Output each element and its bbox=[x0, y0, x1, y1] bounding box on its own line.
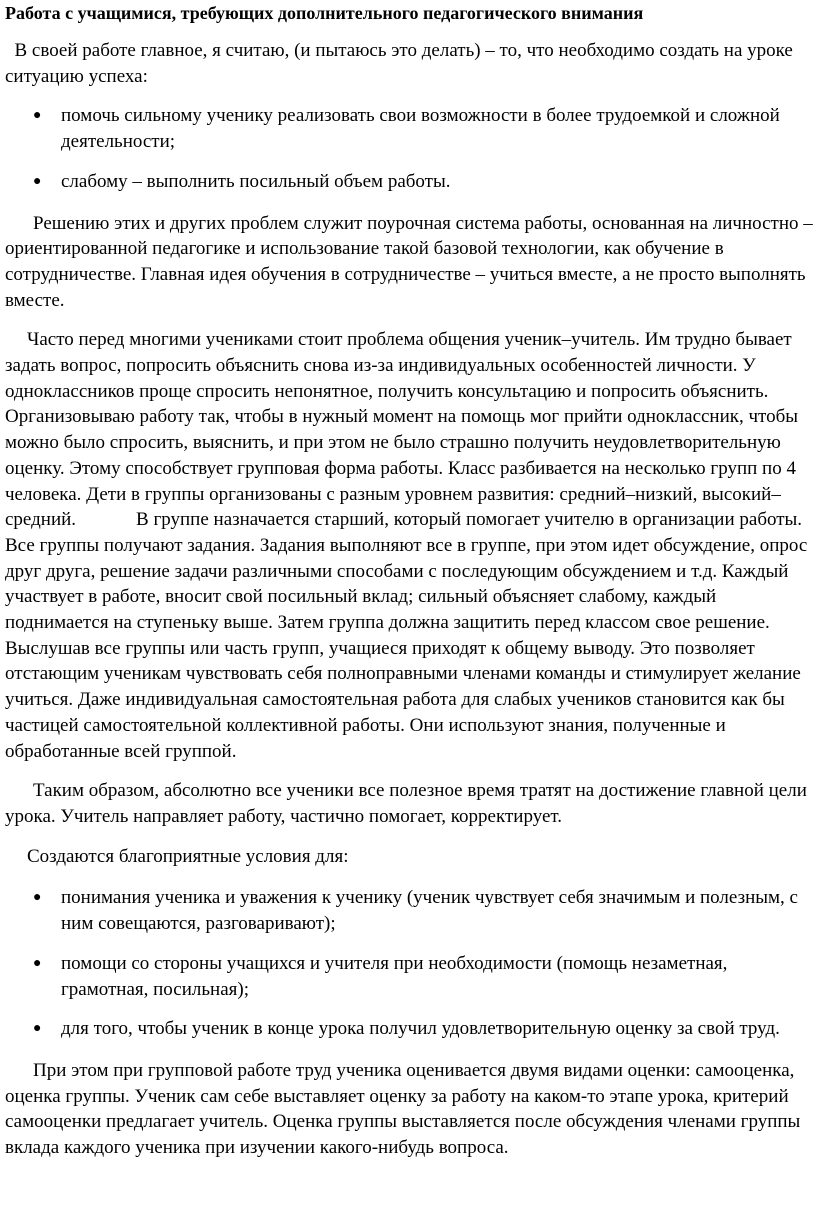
paragraph-conclusion: Таким образом, абсолютно все ученики все полезное время тратят на достижение главной цели урока. Учитель направляет работу, частично помогает, корректирует. bbox=[5, 780, 807, 827]
list-item: ● слабому – выполнить посильный объем работы. bbox=[5, 169, 814, 195]
list-item: ● понимания ученика и уважения к ученику (ученик чувствует себя значимым и полезным, с ним совещаются, разговаривают); bbox=[33, 887, 798, 935]
bullet-icon: ● bbox=[33, 173, 42, 189]
bullet-icon: ● bbox=[33, 108, 42, 124]
bullet-icon: ● bbox=[33, 890, 42, 906]
document-title: Работа с учащимися, требующих дополнительного педагогического внимания bbox=[5, 3, 644, 23]
paragraph-group-work: Часто перед многими учениками стоит проблема общения ученик–учитель. Им трудно бывает задать вопрос, попросить объяснить снова из-за индивидуальных особенностей личности. У одноклассников проще спросить непонятное, получить консультацию и попросить объяснить. Организовываю работу так, чтобы в нужный момент на помощь мог прийти одноклассник, чтобы можно было спросить, выяснить, и при этом не было страшно получить неудовлетворительную оценку. Этому способствует групповая форма работы. Класс разбивается на несколько групп по 4 человека. Дети в группы организованы с разным уровнем развития: средний–низкий, высокий–средний. В группе назначается старший, который помогает учителю в организации работы. Все группы получают задания. Задания выполняют все в группе, при этом идет обсуждение, опрос друг друга, решение задачи различными способами с последующим обсуждением и т.д. Каждый участвует в работе, вносит свой посильный вклад; сильный объясняет слабому, каждый поднимается на ступеньку выше. Затем группа должна защитить перед классом свое решение. Выслушав все группы или часть групп, учащиеся приходят к общему выводу. Это позволяет отстающим ученикам чувствовать себя полноправными членами команды и стимулирует желание учиться. Даже индивидуальная самостоятельная работа для слабых учеников становится как бы частицей самостоятельной коллективной работы. Они используют знания, полученные и обработанные всей группой. bbox=[5, 329, 808, 762]
paragraph-system: Решению этих и других проблем служит поурочная система работы, основанная на личностно – ориентированной педагогике и использование такой базовой технологии, как обучение в сотрудничестве. Главная идея обучения в сотрудничестве – учиться вместе, а не просто выполнять вместе. bbox=[5, 212, 813, 311]
list-item: ● помочь сильному ученику реализовать свои возможности в более трудоемкой и сложной деятельности; bbox=[33, 105, 780, 153]
list-item: ● помощи со стороны учащихся и учителя при необходимости (помощь незаметная, грамотная, посильная); bbox=[33, 952, 728, 1000]
list-item: ● для того, чтобы ученик в конце урока получил удовлетворительную оценку за свой труд. bbox=[5, 1016, 814, 1042]
paragraph-assessment: При этом при групповой работе труд ученика оценивается двумя видами оценки: самооценка, оценка группы. Ученик сам себе выставляет оценку за работу на каком-то этапе урока, критерий самооценки предлагает учитель. Оценка группы выставляется после обсуждения членами группы вклада каждого ученика при изучении какого-нибудь вопроса. bbox=[5, 1059, 801, 1159]
intro-paragraph: В своей работе главное, я считаю, (и пытаюсь это делать) – то, что необходимо создать на уроке ситуацию успеха: bbox=[5, 40, 798, 87]
bullet-icon: ● bbox=[33, 955, 42, 971]
paragraph-conditions: Создаются благоприятные условия для: bbox=[27, 845, 349, 867]
conditions-list bbox=[5, 885, 814, 1042]
bullet-icon: ● bbox=[33, 1021, 42, 1037]
success-list bbox=[5, 103, 814, 194]
